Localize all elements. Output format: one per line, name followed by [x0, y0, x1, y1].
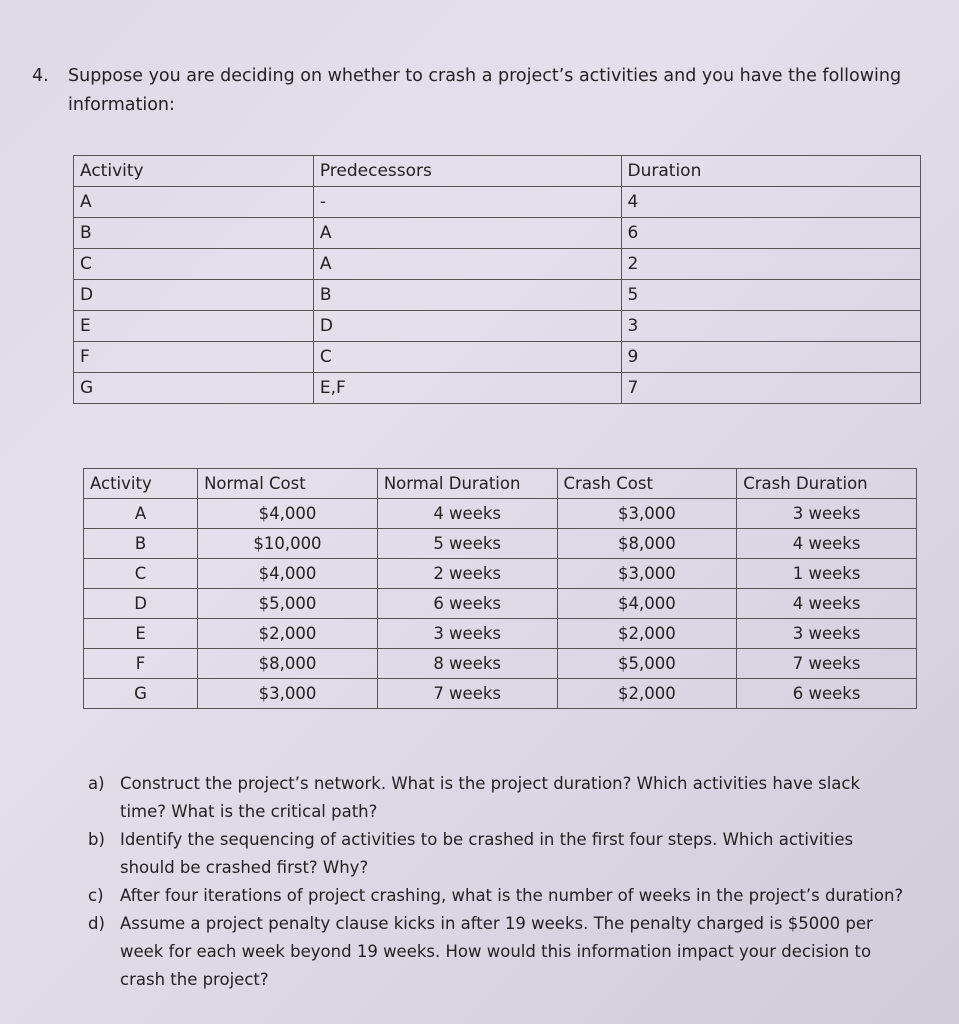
- part-text: After four iterations of project crashing, what is the number of weeks in the project’s duration?: [120, 886, 904, 905]
- table-cell: 7: [621, 373, 920, 404]
- question-part-b: [88, 826, 908, 882]
- column-header: Normal Duration: [377, 469, 557, 499]
- predecessors-table: [73, 155, 921, 404]
- table-cell: C: [313, 342, 621, 373]
- table-row: [84, 679, 917, 709]
- table-cell: D: [313, 311, 621, 342]
- table-cell: $3,000: [198, 679, 378, 709]
- table-cell: $8,000: [198, 649, 378, 679]
- table-cell: D: [84, 589, 198, 619]
- table-cell: 6: [621, 218, 920, 249]
- table-cell: A: [84, 499, 198, 529]
- column-header: Normal Cost: [198, 469, 378, 499]
- table-row: [74, 218, 921, 249]
- table-row: [84, 589, 917, 619]
- part-label: a): [88, 774, 105, 793]
- table-cell: B: [84, 529, 198, 559]
- table-cell: $4,000: [557, 589, 737, 619]
- table-cell: $8,000: [557, 529, 737, 559]
- table-cell: 5: [621, 280, 920, 311]
- table-row: [84, 619, 917, 649]
- table-row: [74, 249, 921, 280]
- table-cell: $4,000: [198, 559, 378, 589]
- table-cell: 3 weeks: [377, 619, 557, 649]
- table-cell: $2,000: [557, 619, 737, 649]
- table-cell: $4,000: [198, 499, 378, 529]
- table-cell: 7 weeks: [377, 679, 557, 709]
- table-row: [74, 342, 921, 373]
- column-header: Crash Duration: [737, 469, 917, 499]
- part-label: c): [88, 886, 104, 905]
- table-cell: -: [313, 187, 621, 218]
- table-cell: $3,000: [557, 499, 737, 529]
- table-header-row: [84, 469, 917, 499]
- table-cell: 3: [621, 311, 920, 342]
- question-text: Suppose you are deciding on whether to crash a project’s activities and you have the following information:: [68, 66, 902, 115]
- table-row: [74, 280, 921, 311]
- column-header: Activity: [84, 469, 198, 499]
- table-cell: F: [74, 342, 314, 373]
- part-text: Construct the project’s network. What is the project duration? Which activities have slack time? What is the critical path?: [120, 774, 861, 821]
- table-cell: 5 weeks: [377, 529, 557, 559]
- table-cell: G: [74, 373, 314, 404]
- table-cell: 9: [621, 342, 920, 373]
- table-cell: G: [84, 679, 198, 709]
- table-cell: D: [74, 280, 314, 311]
- table-cell: C: [84, 559, 198, 589]
- table-cell: $5,000: [557, 649, 737, 679]
- question-part-d: [88, 910, 908, 994]
- table-cell: $2,000: [557, 679, 737, 709]
- table-cell: 6 weeks: [377, 589, 557, 619]
- table-cell: 2: [621, 249, 920, 280]
- crash-cost-table: [83, 468, 917, 709]
- table-cell: B: [74, 218, 314, 249]
- table-cell: A: [313, 249, 621, 280]
- table-cell: 3 weeks: [737, 619, 917, 649]
- question-part-a: [88, 770, 908, 826]
- table-cell: E: [74, 311, 314, 342]
- table-cell: $10,000: [198, 529, 378, 559]
- table-cell: 4 weeks: [737, 589, 917, 619]
- table-cell: 2 weeks: [377, 559, 557, 589]
- table-cell: E: [84, 619, 198, 649]
- part-label: d): [88, 914, 105, 933]
- column-header: Crash Cost: [557, 469, 737, 499]
- part-text: Identify the sequencing of activities to be crashed in the first four steps. Which activities should be crashed first? Why?: [120, 830, 854, 877]
- table-row: [74, 187, 921, 218]
- table-cell: E,F: [313, 373, 621, 404]
- question-number: 4.: [32, 66, 49, 86]
- table-cell: B: [313, 280, 621, 311]
- table-cell: 3 weeks: [737, 499, 917, 529]
- table-row: [74, 373, 921, 404]
- table-cell: 8 weeks: [377, 649, 557, 679]
- table-cell: C: [74, 249, 314, 280]
- part-label: b): [88, 830, 105, 849]
- table-cell: $5,000: [198, 589, 378, 619]
- table-cell: 1 weeks: [737, 559, 917, 589]
- table-row: [84, 499, 917, 529]
- table-row: [84, 529, 917, 559]
- table-row: [84, 649, 917, 679]
- table-cell: 4 weeks: [737, 529, 917, 559]
- table-cell: 4: [621, 187, 920, 218]
- table-row: [74, 311, 921, 342]
- table-cell: $3,000: [557, 559, 737, 589]
- column-header: Predecessors: [313, 156, 621, 187]
- table-row: [84, 559, 917, 589]
- column-header: Activity: [74, 156, 314, 187]
- part-text: Assume a project penalty clause kicks in after 19 weeks. The penalty charged is $5000 per week for each week beyond 19 weeks. How would this information impact your decision to crash the project?: [120, 914, 873, 989]
- table-cell: $2,000: [198, 619, 378, 649]
- table-cell: A: [74, 187, 314, 218]
- table-cell: 6 weeks: [737, 679, 917, 709]
- table-cell: A: [313, 218, 621, 249]
- question-parts: [88, 770, 908, 994]
- table-header-row: [74, 156, 921, 187]
- column-header: Duration: [621, 156, 920, 187]
- table-cell: 4 weeks: [377, 499, 557, 529]
- question-part-c: [88, 882, 908, 910]
- table-cell: 7 weeks: [737, 649, 917, 679]
- table-cell: F: [84, 649, 198, 679]
